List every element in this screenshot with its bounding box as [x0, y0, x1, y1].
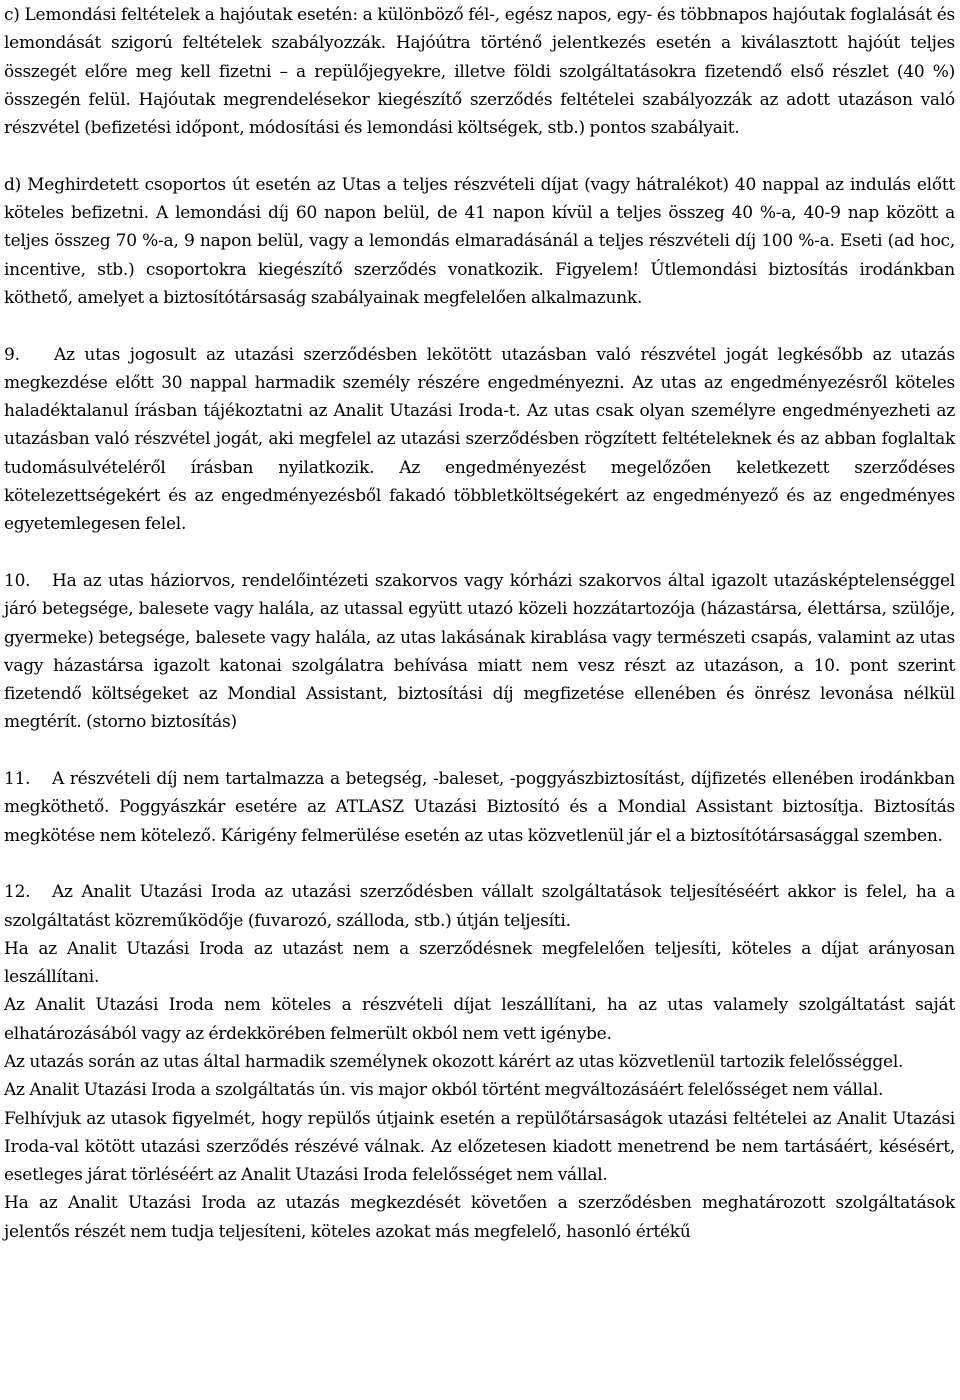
section-c-paragraph: c) Lemondási feltételek a hajóutak esetén: a különböző fél-, egész napos, egy- és többnapos hajóutak foglalását és lemondását szigorú feltételek szabályozzák. Hajóútra történő jelentkezés esetén a kiválasztott hajóút teljes összegét előre meg kell fizetni – a repülőjegyekre, illetve földi szolgáltatásokra fizetendő első részlet (40 %) összegén felül. Hajóutak megrendelésekor kiegészítő szerződés feltételei szabályozzák az adott utazáson való részvétel (befizetési időpont, módosítási és lemondási költségek, stb.) pontos szabályait. [4, 5, 955, 139]
section-12-text: Az Analit Utazási Iroda az utazási szerződésben vállalt szolgáltatások teljesítéséért akkor is felel, ha a szolgáltatást közreműködője (fuvarozó, szálloda, stb.) útján teljesíti. [4, 882, 955, 931]
section-11-number: 11. [4, 769, 31, 790]
section-12-subparagraph-5: Felhívjuk az utasok figyelmét, hogy repülős útjaink esetén a repülőtársaságok utazási feltételei az Analit Utazási Iroda-val kötött utazási szerződés részévé válnak. Az előzetesen kiadott menetrend be nem tartásáért, késésért, esetleges járat törléséért az Analit Utazási Iroda felelősséget nem vállal. [4, 1108, 955, 1186]
section-12-number: 12. [4, 882, 31, 903]
section-d-paragraph: d) Meghirdetett csoportos út esetén az Utas a teljes részvételi díjat (vagy hátralékot) 40 nappal az indulás előtt köteles befizetni. A lemondási díj 60 napon belül, de 41 napon kívül a teljes összeg 40 %-a, 40-9 nap között a teljes összeg 70 %-a, 9 napon belül, vagy a lemondás elmaradásánál a teljes részvételi díj 100 %-a. Eseti (ad hoc, incentive, stb.) csoportokra kiegészítő szerződés vonatkozik. Figyelem! Útlemondási biztosítás irodánkban köthető, amelyet a biztosítótársaság szabályainak megfelelően alkalmazunk. [4, 174, 955, 308]
section-10-number: 10. [4, 570, 31, 591]
section-12-subparagraph-3: Az utazás során az utas által harmadik személynek okozott kárért az utas közvetlenül tartozik felelősséggel. [4, 1051, 904, 1072]
paragraph-gap [4, 539, 955, 567]
section-12-paragraph [4, 878, 955, 935]
section-9-number: 9. [4, 344, 20, 365]
paragraph-gap [4, 850, 955, 878]
paragraph-gap [4, 142, 955, 170]
section-11-paragraph [4, 765, 955, 850]
section-12-subparagraph-2: Az Analit Utazási Iroda nem köteles a részvételi díjat leszállítani, ha az utas valamely szolgáltatást saját elhatározásából vagy az érdekkörében felmerült okból nem vett igénybe. [4, 995, 955, 1044]
section-9-text: Az utas jogosult az utazási szerződésben lekötött utazásban való részvétel jogát legkésőbb az utazás megkezdése előtt 30 nappal harmadik személy részére engedményezni. Az utas az engedményezésről köteles haladéktalanul írásban tájékoztatni az Analit Utazási Iroda-t. Az utas csak olyan személyre engedményezheti az utazásban való részvétel jogát, aki megfelel az utazási szerződésben rögzített feltételeknek és az abban foglaltak tudomásulvételéről írásban nyilatkozik. Az engedményezést megelőzően keletkezett szerződéses kötelezettségekért és az engedményezésből fakadó többletköltségekért az engedményező és az engedményes egyetemlegesen felel. [4, 344, 955, 535]
paragraph-gap [4, 737, 955, 765]
section-10-paragraph [4, 567, 955, 737]
section-9-paragraph [4, 341, 955, 539]
section-12-subparagraph-1: Ha az Analit Utazási Iroda az utazást nem a szerződésnek megfelelően teljesíti, köteles a díjat arányosan leszállítani. [4, 938, 955, 988]
section-12-subparagraph-4: Az Analit Utazási Iroda a szolgáltatás ún. vis major okból történt megváltozásáért felelősséget nem vállal. [4, 1080, 884, 1101]
section-11-text: A részvételi díj nem tartalmazza a betegség, -baleset, -poggyászbiztosítást, díjfizetés ellenében irodánkban megköthető. Poggyászkár esetére az ATLASZ Utazási Biztosító és a Mondial Assistant biztosítja. Biztosítás megkötése nem kötelező. Kárigény felmerülése esetén az utas közvetlenül jár el a biztosítótársasággal szemben. [4, 769, 955, 846]
section-10-text: Ha az utas háziorvos, rendelőintézeti szakorvos vagy kórházi szakorvos által igazolt utazásképtelenséggel járó betegsége, balesete vagy halála, az utassal együtt utazó közeli hozzátartozója (házastársa, élettársa, szülője, gyermeke) betegsége, balesete vagy halála, az utas lakásának kirablása vagy természeti csapás, valamint az utas vagy házastársa igazolt katonai szolgálatra behívása miatt nem vesz részt az utazáson, a 10. pont szerint fizetendő költségeket az Mondial Assistant, biztosítási díj megfizetése ellenében és önrész levonása nélkül megtérít. (storno biztosítás) [4, 570, 955, 733]
section-12-subparagraph-6: Ha az Analit Utazási Iroda az utazás megkezdését követően a szerződésben meghatározott szolgáltatások jelentős részét nem tudja teljesíteni, köteles azokat más megfelelő, hasonló értékű [4, 1193, 955, 1242]
paragraph-gap [4, 312, 955, 340]
